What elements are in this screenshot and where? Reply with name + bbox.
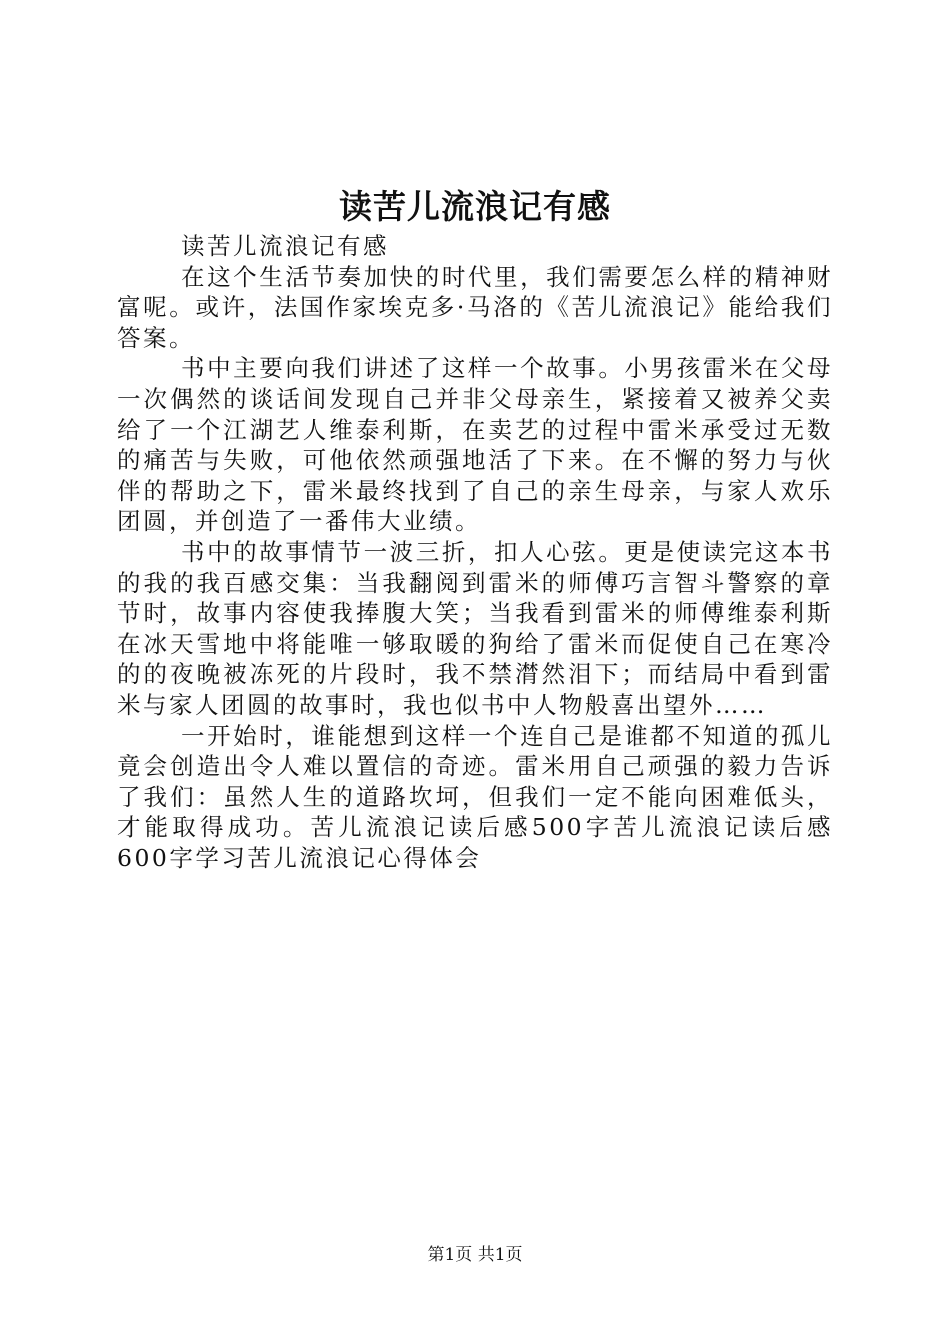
paragraph-conclusion: 一开始时，谁能想到这样一个连自己是谁都不知道的孤儿竟会创造出令人难以置信的奇迹。雷米用自己顽强的毅力告诉了我们：虽然人生的道路坎坷，但我们一定不能向困难低头，才能取得成功。苦儿流浪记读后感500字苦儿流浪记读后感600字学习苦儿流浪记心得体会 (117, 721, 833, 872)
page-number: 第1页 (427, 1245, 473, 1265)
document-title: 读苦儿流浪记有感 (339, 187, 611, 226)
page-footer (0, 1243, 950, 1267)
paragraph-subtitle: 读苦儿流浪记有感 (181, 232, 389, 260)
paragraph-feelings: 书中的故事情节一波三折，扣人心弦。更是使读完这本书的我的我百感交集：当我翻阅到雷米的师傅巧言智斗警察的章节时，故事内容使我捧腹大笑；当我看到雷米的师傅维泰利斯在冰天雪地中将能唯一够取暖的狗给了雷米而促使自己在寒冷的的夜晚被冻死的片段时，我不禁潸然泪下；而结局中看到雷米与家人团圆的故事时，我也似书中人物般喜出望外…… (117, 537, 833, 719)
paragraph-story: 书中主要向我们讲述了这样一个故事。小男孩雷米在父母一次偶然的谈话间发现自己并非父母亲生，紧接着又被养父卖给了一个江湖艺人维泰利斯，在卖艺的过程中雷米承受过无数的痛苦与失败，可他依然顽强地活了下来。在不懈的努力与伙伴的帮助之下，雷米最终找到了自己的亲生母亲，与家人欢乐团圆，并创造了一番伟大业绩。 (117, 354, 833, 536)
paragraph-intro: 在这个生活节奏加快的时代里，我们需要怎么样的精神财富呢。或许，法国作家埃克多·马洛的《苦儿流浪记》能给我们答案。 (117, 262, 833, 352)
document-body (117, 231, 833, 873)
page-total: 共1页 (477, 1245, 523, 1265)
